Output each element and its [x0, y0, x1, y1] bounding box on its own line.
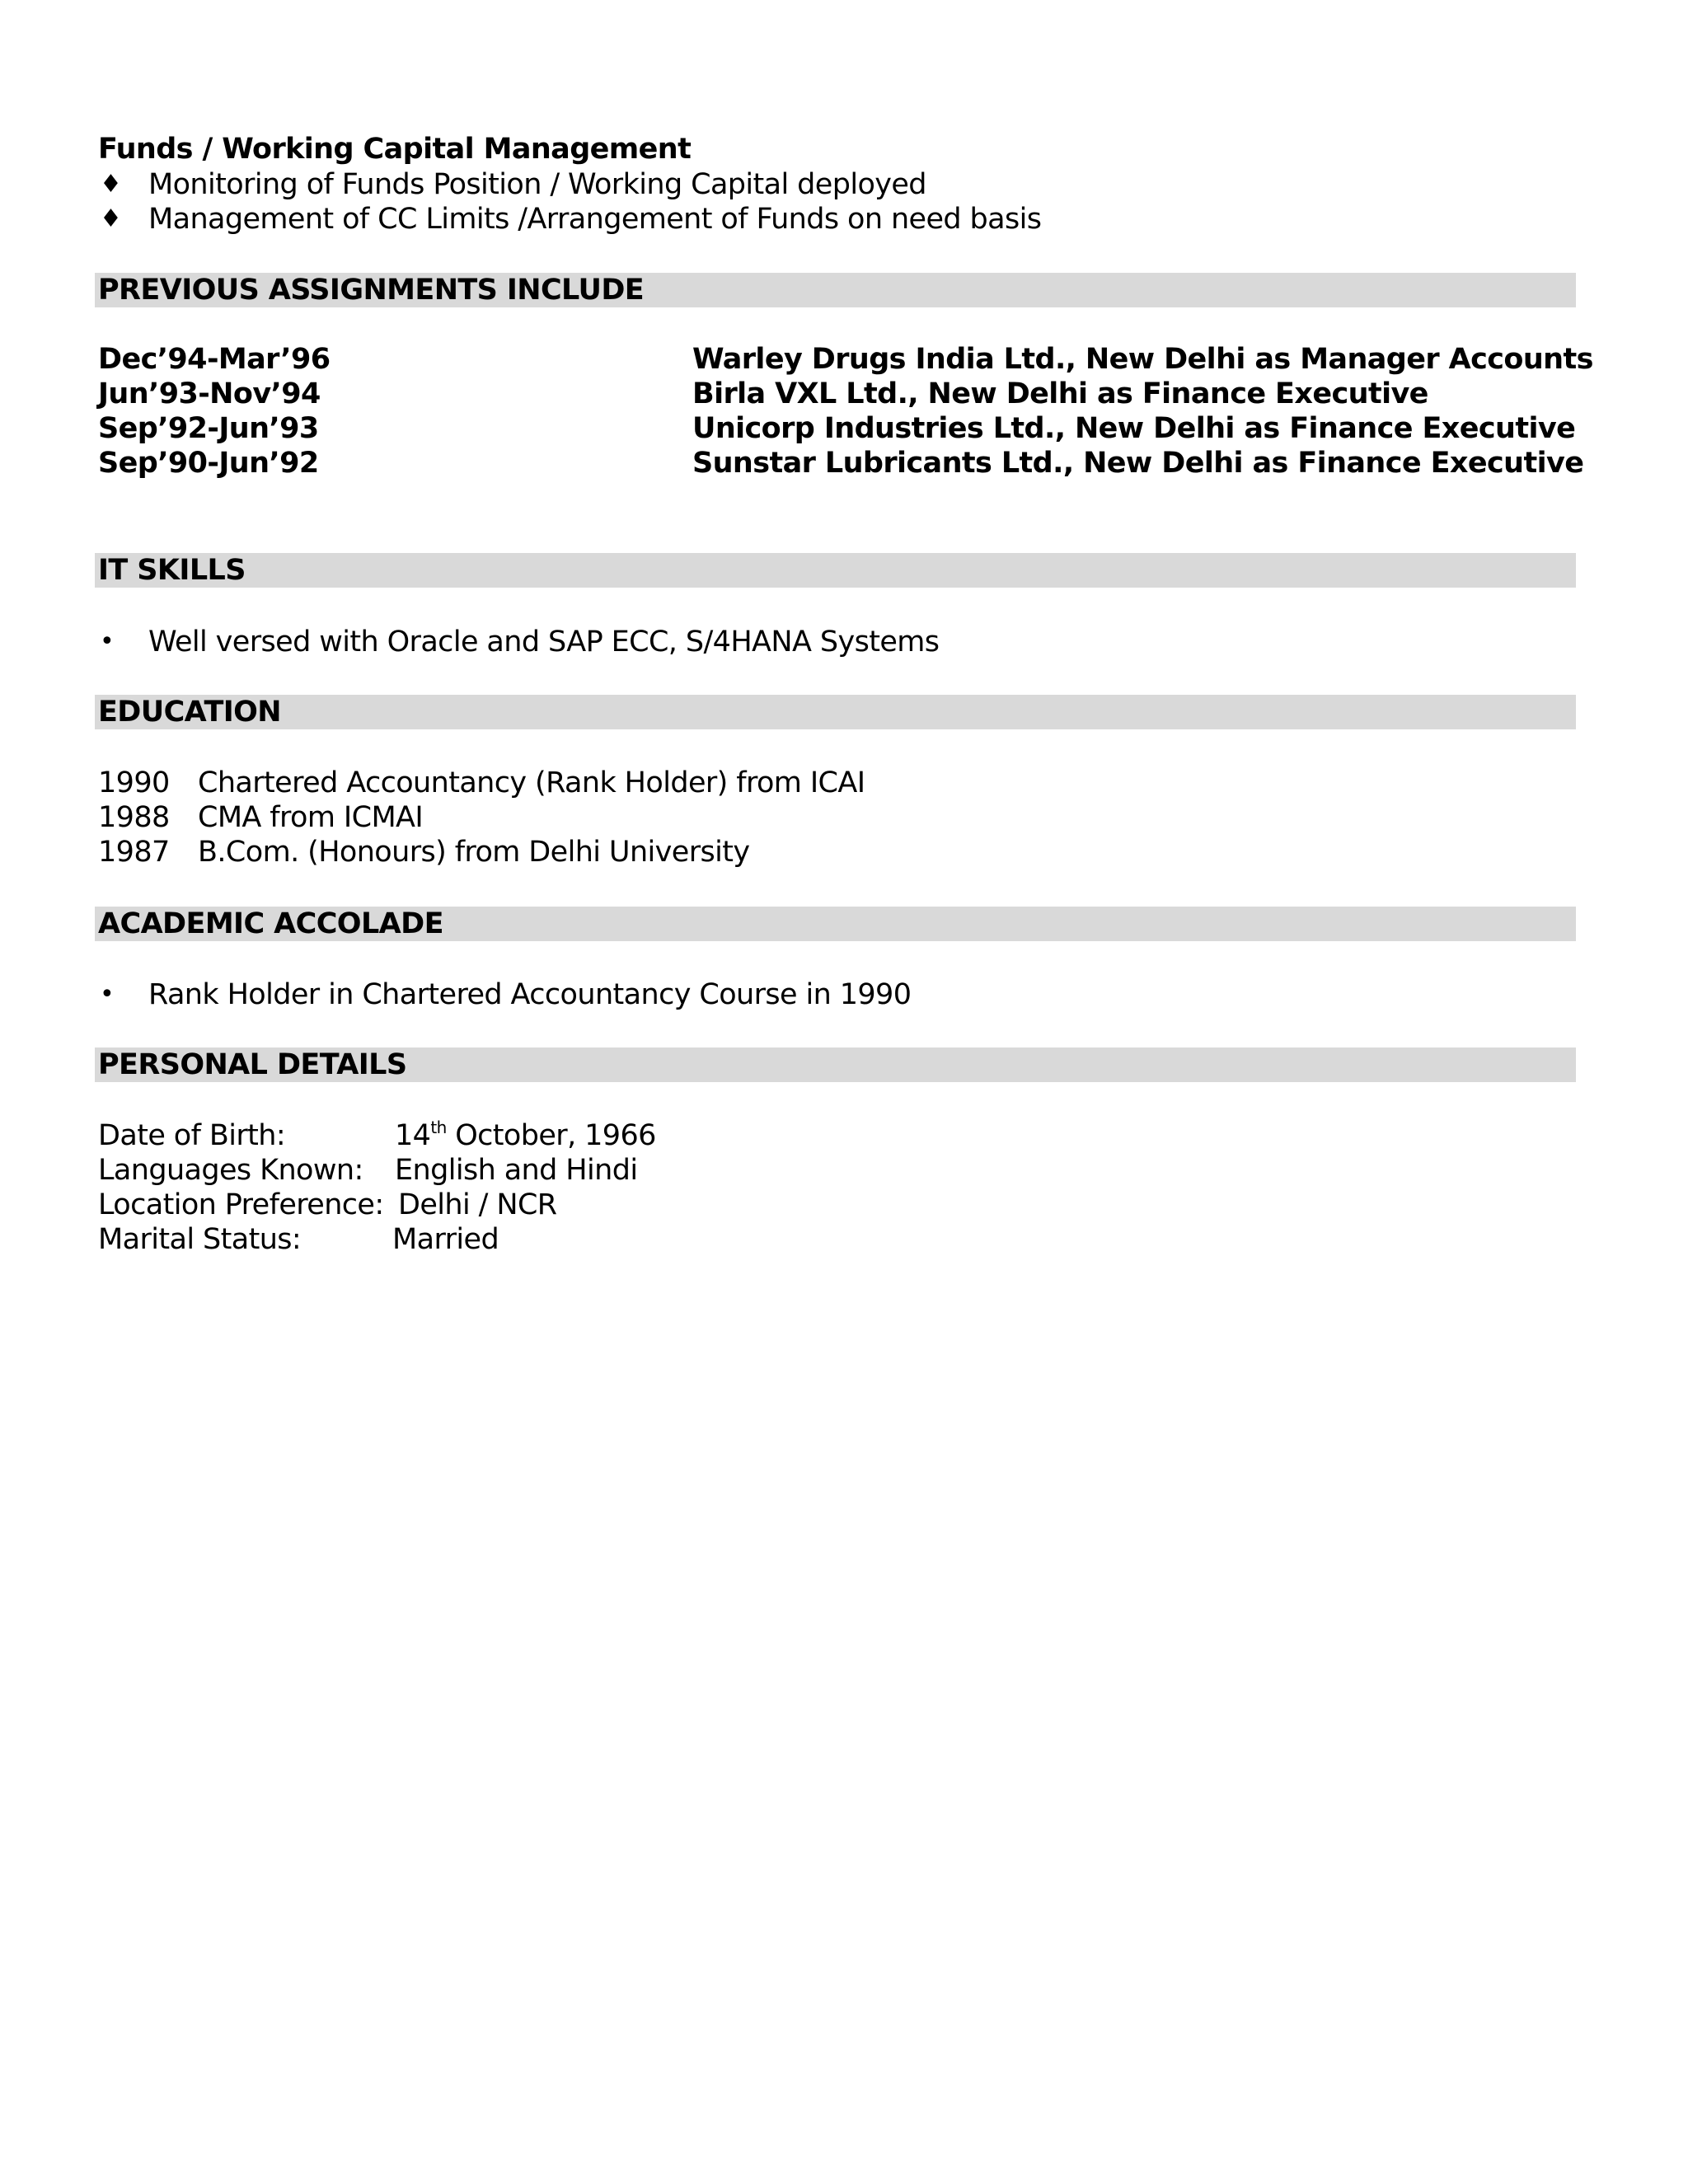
assignment-role: Unicorp Industries Ltd., New Delhi as Finance Executive [692, 412, 1576, 445]
assignment-period: Sep’92-Jun’93 [98, 412, 319, 445]
section-title: EDUCATION [98, 696, 281, 729]
round-bullet-icon: • [100, 980, 115, 1009]
education-year: 1988 [98, 801, 170, 834]
languages-label: Languages Known: [98, 1154, 363, 1187]
languages-value: English and Hindi [395, 1154, 638, 1187]
accolade-item: Rank Holder in Chartered Accountancy Course in 1990 [148, 978, 912, 1011]
academic-accolade-header [95, 907, 1576, 941]
dob-value [395, 1118, 656, 1153]
round-bullet-icon: • [100, 627, 115, 656]
assignment-period: Dec’94-Mar’96 [98, 343, 331, 376]
education-detail: B.Com. (Honours) from Delhi University [198, 836, 750, 869]
funds-item-1: Monitoring of Funds Position / Working Capital deployed [148, 168, 926, 201]
section-title: ACADEMIC ACCOLADE [98, 907, 443, 940]
marital-value: Married [392, 1223, 499, 1256]
assignment-role: Sunstar Lubricants Ltd., New Delhi as Finance Executive [692, 447, 1584, 480]
education-year: 1990 [98, 766, 170, 799]
previous-assignments-header [95, 273, 1576, 307]
dob-day: 14 [395, 1119, 431, 1152]
assignment-period: Sep’90-Jun’92 [98, 447, 319, 480]
marital-label: Marital Status: [98, 1223, 302, 1256]
assignment-period: Jun’93-Nov’94 [98, 377, 321, 410]
location-label: Location Preference: [98, 1188, 384, 1221]
it-skill-item: Well versed with Oracle and SAP ECC, S/4HANA Systems [148, 626, 940, 658]
education-detail: Chartered Accountancy (Rank Holder) from ICAI [198, 766, 865, 799]
assignment-role: Warley Drugs India Ltd., New Delhi as Manager Accounts [692, 343, 1593, 376]
it-skills-header [95, 553, 1576, 588]
dob-suffix: th [430, 1118, 447, 1137]
dob-label: Date of Birth: [98, 1119, 286, 1152]
assignment-role: Birla VXL Ltd., New Delhi as Finance Executive [692, 377, 1428, 410]
dob-rest: October, 1966 [446, 1119, 656, 1152]
section-title: IT SKILLS [98, 554, 246, 587]
education-detail: CMA from ICMAI [198, 801, 424, 834]
section-title: PERSONAL DETAILS [98, 1048, 407, 1081]
diamond-bullet-icon: ♦ [100, 170, 122, 199]
education-header [95, 695, 1576, 729]
section-title: PREVIOUS ASSIGNMENTS INCLUDE [98, 274, 645, 307]
diamond-bullet-icon: ♦ [100, 204, 122, 233]
funds-heading: Funds / Working Capital Management [98, 133, 692, 166]
location-value: Delhi / NCR [398, 1188, 557, 1221]
education-year: 1987 [98, 836, 170, 869]
funds-item-2: Management of CC Limits /Arrangement of Funds on need basis [148, 203, 1042, 236]
personal-details-header [95, 1047, 1576, 1082]
